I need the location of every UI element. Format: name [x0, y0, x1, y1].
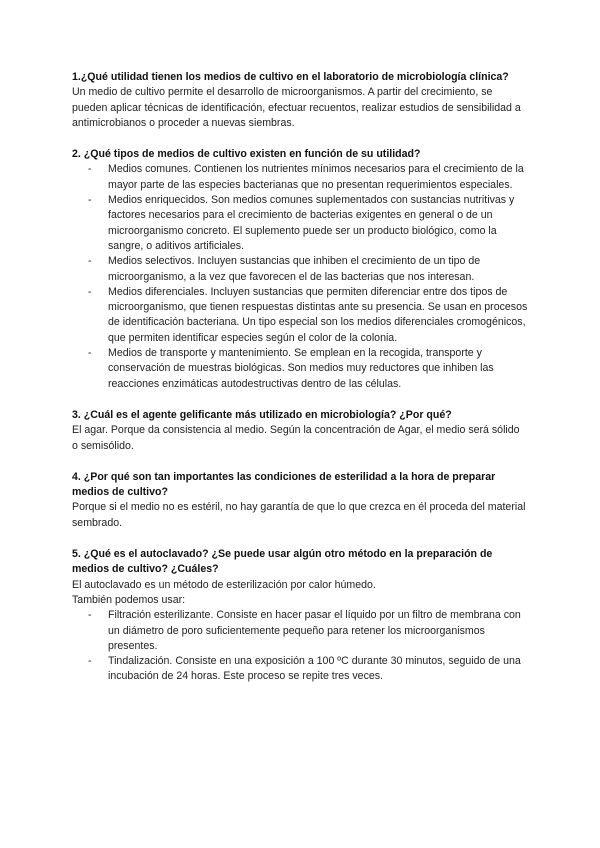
bullet-dash: - [88, 655, 92, 668]
answer-3: El agar. Porque da consistencia al medio. Según la concentración de Agar, el medio será sólido o semisólido. [72, 424, 520, 452]
list-item-text: Medios enriquecidos. Son medios comunes suplementados con sustancias nutritivas y factores necesarios para el crecimiento de bacterias exigentes en general o de un microorganismo concreto. El suplemento puede ser un producto biológico, como la sangre, o aditivos artificiales. [108, 194, 515, 252]
question-2: 2. ¿Qué tipos de medios de cultivo existen en función de su utilidad? [72, 148, 421, 161]
question-4: 4. ¿Por qué son tan importantes las condiciones de esterilidad a la hora de preparar medios de cultivo? [72, 470, 496, 499]
bullet-dash: - [88, 347, 92, 360]
answer-5-intro: También podemos usar: [72, 593, 186, 606]
answer-1: Un medio de cultivo permite el desarrollo de microorganismos. A partir del crecimiento, se pueden aplicar técnicas de identificación, efectuar recuentos, realizar estudios de sensibilidad a antimicrobianos o proceder a nuevas siembras. [72, 86, 521, 129]
section-4 [72, 470, 528, 531]
answer-4: Porque si el medio no es estéril, no hay garantía de que lo que crezca en él proceda del material sembrado. [72, 501, 526, 529]
list-item [88, 346, 528, 392]
list-item-text: Tindalización. Consiste en una exposición a 100 ºC durante 30 minutos, seguido de una incubación de 24 horas. Este proceso se repite tres veces. [108, 655, 521, 683]
question-5: 5. ¿Qué es el autoclavado? ¿Se puede usar algún otro método en la preparación de medios de cultivo? ¿Cuáles? [72, 548, 493, 576]
section-1 [72, 70, 528, 131]
media-types-list [72, 162, 528, 391]
bullet-dash: - [88, 285, 92, 298]
list-item-text: Medios diferenciales. Incluyen sustancias que permiten diferenciar entre dos tipos de microorganismo, que tienen respuestas distintas ante su presencia. Se usan en procesos de identificación bacteriana. Un tipo especial son los medios diferenciales cromogénicos, que permiten identificar especies según el color de la colonia. [108, 285, 528, 344]
question-1: 1.¿Qué utilidad tienen los medios de cultivo en el laboratorio de microbiología clínica? [72, 71, 509, 83]
list-item-text: Medios de transporte y mantenimiento. Se emplean en la recogida, transporte y conservación de muestras biológicas. Son medios muy reductores que inhiben las reacciones enzimáticas autodestructivas dentro de las células. [108, 347, 494, 390]
section-5 [72, 547, 528, 685]
document-page [72, 70, 528, 701]
section-3 [72, 408, 528, 454]
sterilization-methods-list [72, 608, 528, 684]
bullet-dash: - [88, 255, 92, 268]
bullet-dash: - [88, 194, 92, 207]
list-item-text: Medios selectivos. Incluyen sustancias que inhiben el crecimiento de un tipo de microorganismo, a la vez que favorecen el de las bacterias que nos interesan. [108, 255, 481, 283]
list-item [88, 608, 528, 654]
list-item [88, 285, 528, 346]
bullet-dash: - [88, 163, 92, 176]
answer-5: El autoclavado es un método de esterilización por calor húmedo. [72, 578, 376, 591]
section-2 [72, 147, 528, 392]
list-item [88, 193, 528, 254]
list-item-text: Filtración esterilizante. Consiste en hacer pasar el líquido por un filtro de membrana con un diámetro de poro suficientemente pequeño para retener los microorganismos presentes. [108, 609, 521, 652]
list-item [88, 162, 528, 193]
question-3: 3. ¿Cuál es el agente gelificante más utilizado en microbiología? ¿Por qué? [72, 408, 452, 421]
list-item [88, 254, 528, 285]
list-item [88, 654, 528, 685]
list-item-text: Medios comunes. Contienen los nutrientes mínimos necesarios para el crecimiento de la mayor parte de las especies bacterianas que no presentan requerimientos especiales. [108, 163, 524, 191]
bullet-dash: - [88, 609, 92, 622]
